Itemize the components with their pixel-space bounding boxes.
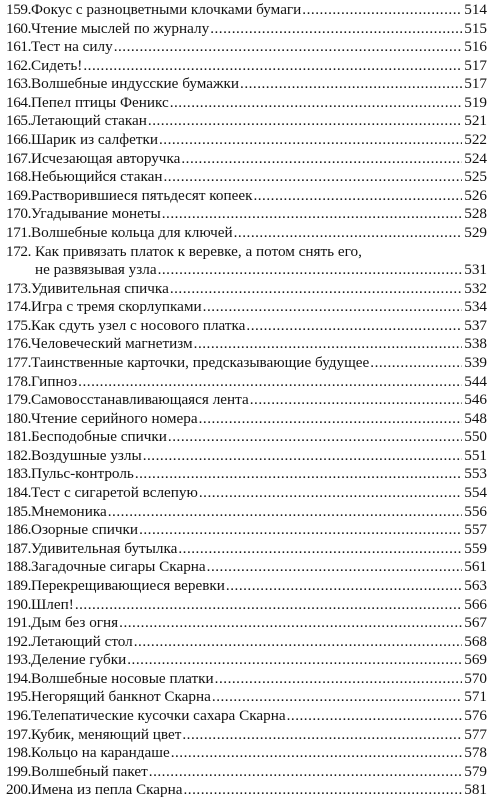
toc-entry-page: 568 [464,632,487,650]
toc-entry-page: 538 [464,335,487,353]
toc-entry-title: Угадывание монеты [30,205,161,223]
toc-entry [6,20,487,39]
toc-entry-number: 179. [6,391,31,409]
toc-entry-title: Фокус с разноцветными клочками бумаги [30,1,302,18]
toc-entry-page: 551 [464,446,487,464]
toc-entry-number: 165. [6,112,31,130]
dot-leader [139,521,462,540]
toc-entry-line [6,224,487,243]
toc-entry-title: Чтение мыслей по журналу [30,19,210,37]
toc-entry-title: Самовосстанавливающаяся лента [30,391,249,409]
toc-entry-line [6,38,487,57]
toc-entry-line [6,577,487,596]
toc-entry-title-continuation: не развязывая узла [35,261,157,279]
toc-entry-line [6,540,487,559]
toc-entry [6,744,487,763]
toc-entry-line [6,280,487,299]
toc-entry-line [6,335,487,354]
toc-entry-title: Таинственные карточки, предсказывающие будущее [30,353,370,371]
dot-leader [207,558,462,577]
toc-entry-page: 559 [464,539,487,557]
toc-entry-title: Шарик из салфетки [30,131,158,149]
dot-leader [170,280,462,299]
dot-leader [108,503,462,522]
toc-entry [6,614,487,633]
toc-entry-page: 517 [464,75,487,93]
table-of-contents [6,1,487,800]
toc-entry-number: 166. [6,131,31,149]
toc-entry-line [6,614,487,633]
toc-entry-line [6,484,487,503]
toc-entry [6,391,487,410]
toc-entry-page: 522 [464,131,487,149]
toc-entry-line [6,317,487,336]
toc-entry-line [6,57,487,76]
toc-entry-page: 532 [464,279,487,297]
dot-leader [75,596,462,615]
toc-entry [6,335,487,354]
toc-entry-number: 176. [6,335,31,353]
toc-entry-title: Волшебные индусские бумажки [30,75,240,93]
dot-leader [162,205,462,224]
dot-leader [119,614,462,633]
dot-leader [148,112,462,131]
toc-entry-line [6,410,487,429]
toc-entry-title: Шлеп! [30,595,74,613]
toc-entry [6,521,487,540]
dot-leader [203,298,462,317]
toc-entry [6,280,487,299]
toc-entry [6,633,487,652]
toc-entry-line [6,168,487,187]
toc-entry-line [6,131,487,150]
toc-entry-number: 162. [6,56,31,74]
dot-leader [171,744,462,763]
toc-entry-page: 531 [464,261,487,279]
dot-leader [143,447,462,466]
toc-entry [6,112,487,131]
toc-entry-page: 515 [464,19,487,37]
toc-entry [6,168,487,187]
dot-leader [182,726,462,745]
toc-entry-page: 517 [464,56,487,74]
toc-entry [6,503,487,522]
toc-entry-page: 557 [464,521,487,539]
toc-entry-number: 196. [6,706,31,724]
toc-entry-page: 544 [464,372,487,390]
toc-entry-number: 160. [6,19,31,37]
toc-entry-number: 163. [6,75,31,93]
toc-entry-number: 180. [6,409,31,427]
toc-entry-page: 566 [464,595,487,613]
toc-entry-line [6,670,487,689]
toc-entry-title: Негорящий банкнот Скарна [30,688,211,706]
toc-entry [6,577,487,596]
toc-entry-number: 186. [6,521,31,539]
toc-entry-line [6,707,487,726]
toc-entry-page: 516 [464,38,487,56]
toc-entry [6,465,487,484]
toc-entry-title: Удивительная спичка [30,279,169,297]
toc-entry-number: 194. [6,669,31,687]
toc-entry-title: Как сдуть узел с носового платка [30,316,246,334]
toc-entry-number: 177. [6,353,31,371]
toc-entry-title: Воздушные узлы [30,446,142,464]
dot-leader [78,373,462,392]
toc-entry [6,373,487,392]
toc-entry-page: 537 [464,316,487,334]
toc-entry-title: Волшебные носовые платки [30,669,214,687]
toc-entry [6,428,487,447]
toc-entry-number: 185. [6,502,31,520]
dot-leader [168,428,462,447]
dot-leader [164,168,463,187]
toc-entry-number: 187. [6,539,31,557]
toc-entry-title: Дым без огня [30,614,119,632]
dot-leader [226,577,462,596]
toc-entry-line [6,112,487,131]
toc-entry-line [6,521,487,540]
toc-entry-title: Сидеть! [30,56,83,74]
toc-entry [6,763,487,782]
toc-entry-number: 188. [6,558,31,576]
toc-entry-number: 164. [6,93,31,111]
toc-entry-page: 578 [464,744,487,762]
toc-entry-title: Игра с тремя скорлупками [30,298,202,316]
dot-leader [253,187,462,206]
toc-entry-page: 528 [464,205,487,223]
toc-entry-title: Удивительная бутылка [30,539,178,557]
toc-entry-page: 570 [464,669,487,687]
toc-entry-number: 174. [6,298,31,316]
toc-entry-page: 525 [464,168,487,186]
toc-entry-number: 169. [6,186,31,204]
toc-entry-page: 567 [464,614,487,632]
toc-entry [6,57,487,76]
dot-leader [250,391,462,410]
toc-entry-title: Тест на силу [30,38,113,56]
toc-entry-page: 514 [464,1,487,18]
toc-entry-number: 189. [6,576,31,594]
toc-entry-title: Волшебный пакет [30,762,148,780]
dot-leader [246,317,462,336]
dot-leader [184,781,463,800]
toc-entry-page: 554 [464,484,487,502]
toc-entry-page: 521 [464,112,487,130]
toc-entry-line [6,94,487,113]
toc-entry-line [6,465,487,484]
toc-entry [6,651,487,670]
dot-leader [181,150,462,169]
toc-entry-line [6,781,487,800]
toc-entry [6,670,487,689]
toc-entry-page: 553 [464,465,487,483]
toc-entry-line [6,633,487,652]
toc-entry-line [6,763,487,782]
toc-entry-page: 539 [464,353,487,371]
dot-leader [199,484,462,503]
toc-entry-title: Человеческий магнетизм [30,335,193,353]
toc-entry-line [6,558,487,577]
toc-entry [6,540,487,559]
toc-entry [6,317,487,336]
toc-entry-number: 198. [6,744,31,762]
toc-entry-line [6,688,487,707]
dot-leader [287,707,462,726]
toc-entry-title: Растворившиеся пятьдесят копеек [30,186,253,204]
toc-entry [6,187,487,206]
toc-entry-line [6,150,487,169]
toc-entry-title: Бесподобные спички [30,428,167,446]
toc-entry [6,558,487,577]
dot-leader [134,633,462,652]
dot-leader [170,94,462,113]
toc-entry-line [6,205,487,224]
toc-entry [6,94,487,113]
toc-entry-page: 571 [464,688,487,706]
toc-entry [6,781,487,800]
toc-entry [6,298,487,317]
toc-entry-line [6,726,487,745]
toc-entry-title: Исчезающая авторучка [30,149,181,167]
toc-entry-page: 524 [464,149,487,167]
toc-entry [6,354,487,373]
toc-entry-title: Перекрещивающиеся веревки [30,576,225,594]
toc-entry-page: 577 [464,725,487,743]
toc-entry-title: Пепел птицы Феникс [30,93,169,111]
toc-entry [6,131,487,150]
dot-leader [127,651,462,670]
toc-entry [6,726,487,745]
dot-leader [158,261,462,280]
dot-leader [210,20,462,39]
dot-leader [302,1,462,20]
toc-entry-number: 192. [6,632,31,650]
toc-entry-line [6,428,487,447]
toc-entry-title: Кольцо на карандаше [30,744,170,762]
toc-entry-title: Тест с сигаретой вслепую [30,484,198,502]
toc-entry-number: 182. [6,446,31,464]
toc-entry-line [6,187,487,206]
dot-leader [159,131,462,150]
toc-entry-number: 167. [6,149,31,167]
toc-entry-page: 529 [464,223,487,241]
toc-entry [6,205,487,224]
toc-entry-page: 569 [464,651,487,669]
toc-entry [6,1,487,20]
toc-entry-number: 183. [6,465,31,483]
toc-entry-number: 191. [6,614,31,632]
toc-entry-title: Деление губки [30,651,127,669]
toc-entry-title: Летающий стакан [30,112,147,130]
toc-entry [6,707,487,726]
toc-entry-page: 548 [464,409,487,427]
toc-entry-title: Небьющийся стакан [30,168,163,186]
toc-entry-page: 526 [464,186,487,204]
toc-entry-number: 193. [6,651,31,669]
toc-entry-line [6,354,487,373]
toc-entry-number: 159. [6,1,31,18]
toc-entry-line [6,75,487,94]
toc-entry-line [6,744,487,763]
toc-entry-line [6,596,487,615]
dot-leader [114,38,462,57]
toc-entry-page: 519 [464,93,487,111]
toc-entry-line [6,503,487,522]
toc-entry-page: 550 [464,428,487,446]
toc-entry-title: Загадочные сигары Скарна [30,558,206,576]
toc-entry-line [6,391,487,410]
dot-leader [149,763,462,782]
toc-entry-title: Мнемоника [30,502,107,520]
toc-entry [6,224,487,243]
toc-entry [6,688,487,707]
toc-entry-title: Чтение серийного номера [30,409,198,427]
toc-entry-title: Пульс-контроль [30,465,134,483]
toc-entry-number: 173. [6,279,31,297]
toc-entry-number: 178. [6,372,31,390]
toc-entry-line [6,261,487,280]
dot-leader [199,410,462,429]
toc-entry-title: Как привязать платок к веревке, а потом снять его, [35,242,362,260]
toc-entry-title: Телепатические кусочки сахара Скарна [30,706,286,724]
toc-entry-line [6,373,487,392]
toc-entry-title: Кубик, меняющий цвет [30,725,182,743]
toc-entry-title: Летающий стол [30,632,133,650]
toc-entry [6,484,487,503]
toc-entry-number: 200. [6,781,31,799]
dot-leader [135,465,462,484]
toc-entry-page: 563 [464,576,487,594]
toc-entry [6,447,487,466]
toc-entry-number: 168. [6,168,31,186]
toc-entry-number: 170. [6,205,31,223]
toc-entry-title: Гипноз [30,372,78,390]
toc-entry-page: 561 [464,558,487,576]
toc-entry-line [6,651,487,670]
toc-entry-title: Имена из пепла Скарна [30,781,183,799]
toc-entry-title: Волшебные кольца для ключей [30,223,233,241]
toc-entry [6,596,487,615]
toc-entry-number: 171. [6,223,31,241]
toc-entry-number: 161. [6,38,31,56]
toc-entry-number: 181. [6,428,31,446]
toc-entry-line [6,298,487,317]
toc-entry [6,75,487,94]
toc-entry-page: 576 [464,706,487,724]
toc-entry-page: 581 [464,781,487,799]
toc-entry-number: 175. [6,316,31,334]
dot-leader [240,75,462,94]
toc-entry-page: 556 [464,502,487,520]
dot-leader [234,224,462,243]
toc-entry-line [6,1,487,20]
toc-entry-line [6,447,487,466]
toc-entry-number: 190. [6,595,31,613]
toc-entry-number: 184. [6,484,31,502]
toc-entry-number: 197. [6,725,31,743]
toc-entry-line [6,243,487,262]
toc-entry-title: Озорные спички [30,521,139,539]
dot-leader [212,688,462,707]
toc-entry-line [6,20,487,39]
toc-entry [6,410,487,429]
dot-leader [83,57,462,76]
toc-entry [6,38,487,57]
dot-leader [178,540,462,559]
toc-entry [6,150,487,169]
toc-entry [6,243,487,280]
dot-leader [370,354,462,373]
toc-entry-page: 534 [464,298,487,316]
toc-entry-page: 546 [464,391,487,409]
toc-entry-number: 195. [6,688,31,706]
dot-leader [215,670,462,689]
toc-entry-page: 579 [464,762,487,780]
toc-entry-number: 172. [6,242,31,260]
toc-entry-number: 199. [6,762,31,780]
dot-leader [194,335,462,354]
